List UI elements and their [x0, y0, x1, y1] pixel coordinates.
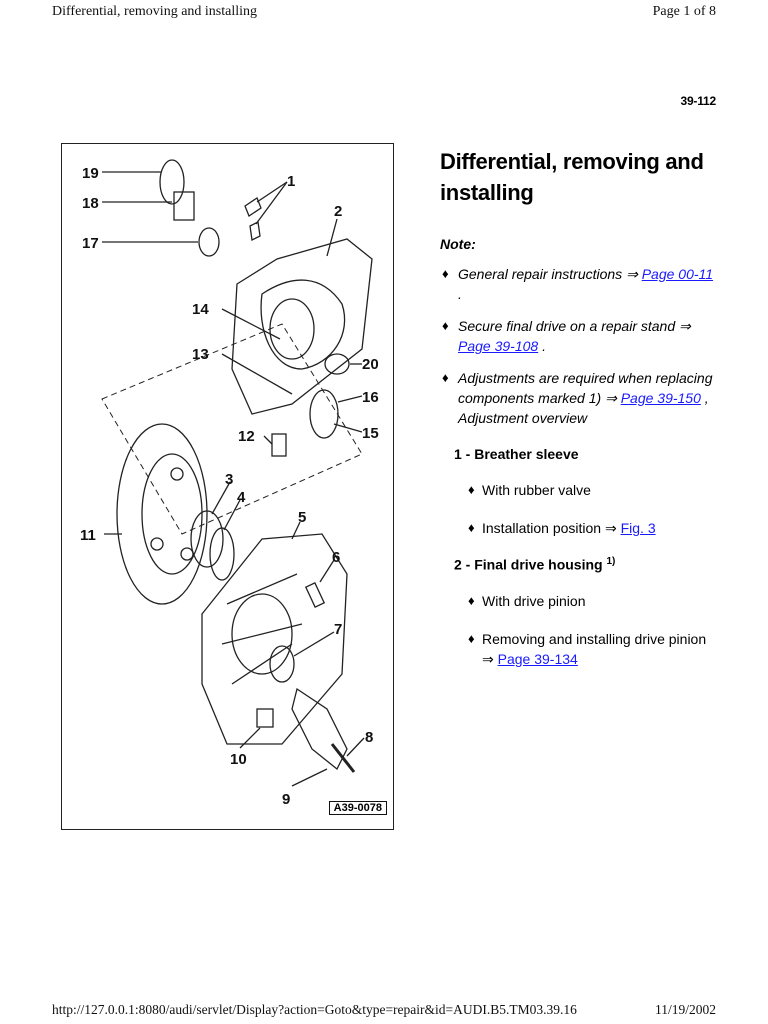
callout-11: 11 — [80, 527, 96, 544]
sub-bullet: ♦ Installation position ⇒ Fig. 3 — [468, 520, 656, 536]
diamond-bullet-icon: ♦ — [442, 266, 449, 281]
item-heading-final-drive-housing: 2 - Final drive housing $^{1)}$ — [454, 556, 616, 573]
footer-url: http://127.0.0.1:8080/audi/servlet/Display?action=Goto&type=repair&id=AUDI.B5.TM03.39.16 — [52, 1002, 577, 1017]
figure-code: A39-0078 — [329, 801, 387, 815]
callout-1: 1 — [287, 173, 296, 190]
part-cover-5 — [202, 534, 347, 744]
diamond-bullet-icon: ♦ — [468, 520, 475, 535]
link-page-39-150[interactable]: Page 39-150 — [620, 390, 701, 406]
part-plug-12 — [272, 434, 286, 456]
footnote-marker: 1) — [606, 556, 616, 567]
diamond-bullet-icon: ♦ — [468, 592, 475, 608]
document-number: 39-112 — [680, 94, 716, 108]
part-differential — [117, 424, 207, 604]
callout-10: 10 — [230, 751, 247, 768]
diamond-bullet-icon: ♦ — [468, 630, 475, 646]
callout-12: 12 — [238, 428, 255, 445]
callout-4: 4 — [237, 489, 246, 506]
callout-3: 3 — [225, 471, 234, 488]
callout-19: 19 — [82, 165, 99, 182]
page-title: Differential, removing and installing — [440, 149, 704, 205]
footer-date: 11/19/2002 — [654, 1002, 716, 1017]
main-content — [440, 146, 720, 669]
header-page-number: Page 1 of 8 — [652, 4, 716, 19]
link-page-39-108[interactable]: Page 39-108 — [458, 338, 539, 354]
diamond-bullet-icon: ♦ — [442, 370, 449, 385]
item-heading-breather-sleeve: 1 - Breather sleeve — [454, 446, 579, 462]
callout-20: 20 — [362, 356, 379, 373]
callout-8: 8 — [365, 729, 374, 746]
diamond-bullet-icon: ♦ — [468, 482, 475, 497]
part-flange — [160, 160, 184, 204]
callout-18: 18 — [82, 195, 99, 212]
part-cap-20 — [325, 354, 349, 374]
callout-16: 16 — [362, 389, 379, 406]
link-fig-3[interactable]: Fig. 3 — [620, 520, 656, 536]
sub-bullet: ♦ Removing and installing drive pinion ⇒ Page 39-134 — [468, 630, 707, 667]
link-page-00-11[interactable]: Page 00-11 — [641, 266, 714, 282]
callout-17: 17 — [82, 235, 99, 252]
callout-14: 14 — [192, 301, 209, 318]
sub-bullet: ♦ With rubber valve — [468, 482, 591, 498]
note-bullet: ♦ General repair instructions ⇒ Page 00-11 . — [442, 266, 714, 302]
exploded-view-figure — [61, 143, 394, 830]
callout-5: 5 — [298, 509, 307, 526]
part-shim-4 — [210, 528, 234, 580]
link-page-39-134[interactable]: Page 39-134 — [497, 650, 578, 667]
note-label: Note: — [440, 236, 476, 252]
part-bolt-6 — [306, 583, 324, 607]
sub-bullet: ♦ With drive pinion — [468, 592, 586, 609]
callout-15: 15 — [362, 425, 379, 442]
note-bullet: ♦ Secure final drive on a repair stand ⇒ Page 39-108 . — [442, 318, 691, 354]
part-final-drive-housing — [232, 239, 372, 414]
callout-2: 2 — [334, 203, 343, 220]
diamond-bullet-icon: ♦ — [442, 318, 449, 333]
note-bullet: ♦ Adjustments are required when replacing components marked 1) ⇒ Page 39-150 , Adjustment overview — [442, 370, 713, 426]
part-shaft-stub — [174, 192, 194, 220]
exploded-view-drawing — [62, 144, 392, 828]
callout-13: 13 — [192, 346, 209, 363]
part-nut-10 — [257, 709, 273, 727]
callout-6: 6 — [332, 549, 341, 566]
callout-9: 9 — [282, 791, 291, 808]
callout-7: 7 — [334, 621, 343, 638]
header-title: Differential, removing and installing — [52, 4, 258, 19]
part-seal-17 — [199, 228, 219, 256]
part-ring-16 — [310, 390, 338, 438]
